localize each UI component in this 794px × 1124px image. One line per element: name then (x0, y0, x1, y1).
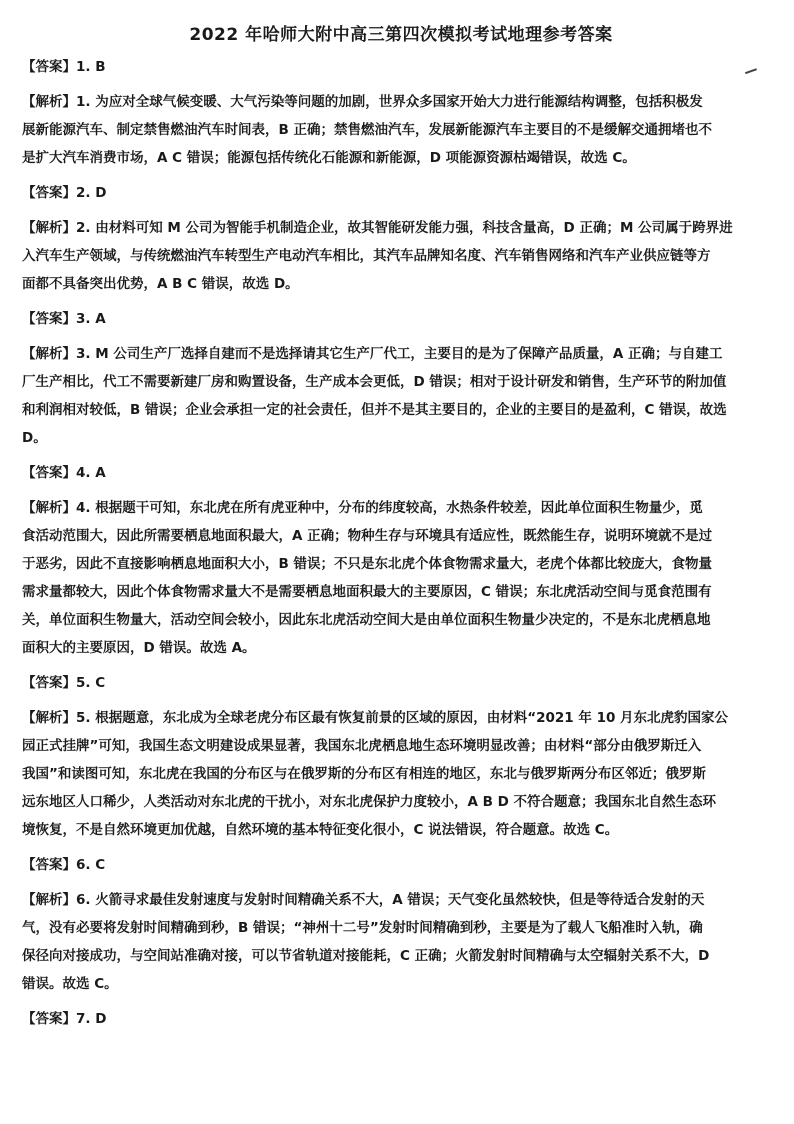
answer-list (22, 57, 780, 1030)
analysis-paragraph (22, 88, 780, 172)
analysis-line: 【解析】1. 为应对全球气候变暖、大气污染等问题的加剧，世界众多国家开始大力进行能源结构调整，包括积极发 (22, 94, 703, 110)
analysis-line: 展新能源汽车、制定禁售燃油汽车时间表，B 正确；禁售燃油汽车，发展新能源汽车主要目的不是缓解交通拥堵也不 (22, 122, 712, 138)
analysis-line: D。 (22, 430, 47, 446)
answer-line: 【答案】5. C (22, 675, 106, 691)
analysis-line: 【解析】4. 根据题干可知，东北虎在所有虎亚种中，分布的纬度较高，水热条件较差，因此单位面积生物量少，觅 (22, 500, 703, 516)
analysis-line: 保径向对接成功，与空间站准确对接，可以节省轨道对接能耗，C 正确；火箭发射时间精确与太空辐射关系不大，D (22, 948, 710, 964)
analysis-line: 【解析】3. M 公司生产厂选择自建而不是选择请其它生产厂代工，主要目的是为了保障产品质量，A 正确；与自建工 (22, 346, 723, 362)
analysis-line: 面积大的主要原因，D 错误。故选 A。 (22, 640, 256, 656)
analysis-paragraph (22, 494, 780, 662)
analysis-line: 关，单位面积生物量大，活动空间会较小，因此东北虎活动空间大是由单位面积生物量少决定的，不是东北虎栖息地 (22, 612, 711, 628)
analysis-paragraph (22, 340, 780, 452)
analysis-line: 远东地区人口稀少，人类活动对东北虎的干扰小，对东北虎保护力度较小，A B D 不符合题意；我国东北自然生态环 (22, 794, 717, 810)
analysis-paragraph (22, 214, 780, 298)
analysis-line: 和利润相对较低，B 错误；企业会承担一定的社会责任，但并不是其主要目的，企业的主要目的是盈利，C 错误，故选 (22, 402, 727, 418)
analysis-line: 气，没有必要将发射时间精确到秒，B 错误；“神州十二号”发射时间精确到秒，主要是为了载人飞船准时入轨，确 (22, 920, 703, 936)
analysis-line: 需求量都较大，因此个体食物需求量大不是需要栖息地面积最大的主要原因，C 错误；东北虎活动空间与觅食范围有 (22, 584, 712, 600)
answer-line: 【答案】4. A (22, 465, 106, 481)
answer-line: 【答案】3. A (22, 311, 106, 327)
answer-line: 【答案】1. B (22, 59, 106, 75)
analysis-line: 入汽车生产领域，与传统燃油汽车转型生产电动汽车相比，其汽车品牌知名度、汽车销售网络和汽车产业供应链等方 (22, 248, 711, 264)
analysis-line: 食活动范围大，因此所需要栖息地面积最大，A 正确；物种生存与环境具有适应性，既然能生存，说明环境就不是过 (22, 528, 713, 544)
analysis-line: 境恢复，不是自然环境更加优越，自然环境的基本特征变化很小，C 说法错误，符合题意。故选 C。 (22, 822, 619, 838)
analysis-line: 是扩大汽车消费市场，A C 错误；能源包括传统化石能源和新能源，D 项能源资源枯竭错误，故选 C。 (22, 150, 636, 166)
analysis-line: 园正式挂牌”可知，我国生态文明建设成果显著，我国东北虎栖息地生态环境明显改善；由材料“部分由俄罗斯迁入 (22, 738, 702, 754)
analysis-line: 【解析】6. 火箭寻求最佳发射速度与发射时间精确关系不大，A 错误；天气变化虽然较快，但是等待适合发射的天 (22, 892, 705, 908)
analysis-line: 面都不具备突出优势，A B C 错误，故选 D。 (22, 276, 299, 292)
page-title: 2022 年哈师大附中高三第四次模拟考试地理参考答案 (189, 25, 613, 45)
answer-line: 【答案】7. D (22, 1011, 107, 1027)
answer-line: 【答案】2. D (22, 185, 107, 201)
analysis-line: 【解析】2. 由材料可知 M 公司为智能手机制造企业，故其智能研发能力强，科技含量高，D 正确；M 公司属于跨界进 (22, 220, 733, 236)
analysis-paragraph (22, 704, 780, 844)
analysis-line: 【解析】5. 根据题意，东北成为全球老虎分布区最有恢复前景的区域的原因，由材料“2021 年 10 月东北虎豹国家公 (22, 710, 729, 726)
analysis-line: 我国”和读图可知，东北虎在我国的分布区与在俄罗斯的分布区有相连的地区，东北与俄罗斯两分布区邻近；俄罗斯 (22, 766, 706, 782)
analysis-paragraph (22, 886, 780, 998)
analysis-line: 错误。故选 C。 (22, 976, 118, 992)
analysis-line: 厂生产相比，代工不需要新建厂房和购置设备，生产成本会更低，D 错误；相对于设计研发和销售，生产环节的附加值 (22, 374, 727, 390)
analysis-line: 于恶劣，因此不直接影响栖息地面积大小，B 错误；不只是东北虎个体食物需求量大，老虎个体都比较庞大，食物量 (22, 556, 712, 572)
answer-line: 【答案】6. C (22, 857, 106, 873)
